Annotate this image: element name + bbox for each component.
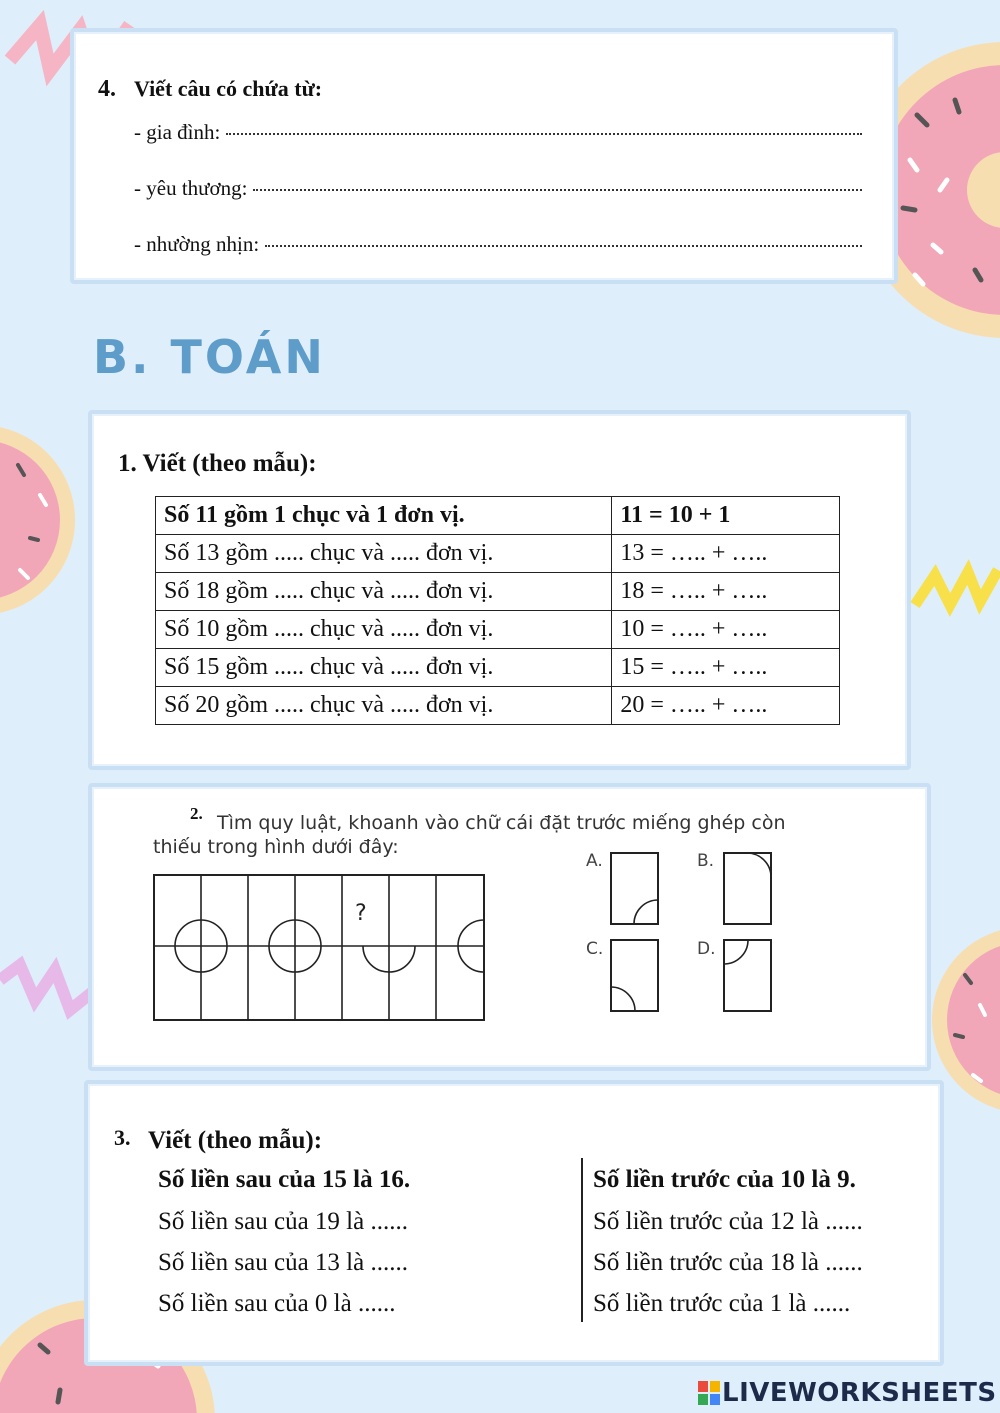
q3-right-item[interactable]: Số liền trước của 1 là ...... <box>593 1290 851 1317</box>
q1-cell-description[interactable]: Số 13 gồm ..... chục và ..... đơn vị. <box>156 535 612 573</box>
section4-line-label: - gia đình: <box>134 120 221 144</box>
q3-number: 3. <box>114 1125 131 1150</box>
q1-cell-equation[interactable]: 18 = ….. + ….. <box>612 573 840 611</box>
donut-left-middle <box>0 420 80 620</box>
section4-number: 4. <box>98 76 116 102</box>
q3-right-item[interactable]: Số liền trước của 12 là ...... <box>593 1208 863 1235</box>
q3-left-item[interactable]: Số liền sau của 0 là ...... <box>158 1290 396 1317</box>
section-b-title: B. TOÁN <box>93 330 326 384</box>
q1-cell-description[interactable]: Số 10 gồm ..... chục và ..... đơn vị. <box>156 611 612 649</box>
q1-cell-equation[interactable]: 15 = ….. + ….. <box>612 649 840 687</box>
q3-left-item[interactable]: Số liền sau của 13 là ...... <box>158 1249 408 1276</box>
q3-right-example: Số liền trước của 10 là 9. <box>593 1166 856 1193</box>
q2-option-d-piece[interactable] <box>721 937 776 1015</box>
q1-table-row <box>156 611 840 649</box>
q1-cell-equation[interactable]: 13 = ….. + ….. <box>612 535 840 573</box>
q3-left-example: Số liền sau của 15 là 16. <box>158 1166 411 1193</box>
q2-option-b-piece[interactable] <box>721 850 776 928</box>
section4-line-label: - yêu thương: <box>134 176 248 200</box>
q2-number: 2. <box>190 804 203 823</box>
q1-cell-description[interactable]: Số 18 gồm ..... chục và ..... đơn vị. <box>156 573 612 611</box>
q1-cell-description[interactable]: Số 20 gồm ..... chục và ..... đơn vị. <box>156 687 612 725</box>
q2-option-b-label[interactable]: B. <box>697 851 715 871</box>
answer-dotted-line[interactable] <box>253 189 862 191</box>
q3-title: Viết (theo mẫu): <box>148 1127 323 1154</box>
q1-table-row <box>156 497 840 535</box>
q1-cell-equation: 11 = 10 + 1 <box>612 497 840 535</box>
q2-puzzle-grid <box>150 870 490 1025</box>
q3-left-item[interactable]: Số liền sau của 19 là ...... <box>158 1208 408 1235</box>
q1-table-row <box>156 573 840 611</box>
liveworksheets-logo[interactable]: LIVEWORKSHEETS <box>722 1378 997 1408</box>
q2-option-c-piece[interactable] <box>608 937 663 1015</box>
q2-instruction-line2: thiếu trong hình dưới đây: <box>153 836 399 858</box>
q2-option-d-label[interactable]: D. <box>697 939 716 959</box>
q3-divider <box>581 1158 583 1322</box>
q2-question-mark: ? <box>355 901 367 926</box>
q1-table-row <box>156 535 840 573</box>
answer-dotted-line[interactable] <box>265 245 862 247</box>
q3-right-item[interactable]: Số liền trước của 18 là ...... <box>593 1249 863 1276</box>
zigzag-lilac-left <box>0 955 100 1035</box>
section4-line-nhuong-nhin[interactable] <box>134 232 862 257</box>
section4-line-label: - nhường nhịn: <box>134 232 260 256</box>
q2-option-a-piece[interactable] <box>608 850 663 928</box>
zigzag-yellow-right <box>910 550 1000 620</box>
q1-cell-description: Số 11 gồm 1 chục và 1 đơn vị. <box>156 497 612 535</box>
section4-line-gia-dinh[interactable] <box>134 120 862 145</box>
q1-cell-equation[interactable]: 10 = ….. + ….. <box>612 611 840 649</box>
section4-line-yeu-thuong[interactable] <box>134 176 862 201</box>
q2-option-a-label[interactable]: A. <box>586 851 603 871</box>
q1-table <box>155 496 840 725</box>
q2-instruction-line1: Tìm quy luật, khoanh vào chữ cái đặt trước miếng ghép còn <box>217 812 786 834</box>
q2-option-c-label[interactable]: C. <box>586 939 604 959</box>
answer-dotted-line[interactable] <box>226 133 862 135</box>
q1-cell-description[interactable]: Số 15 gồm ..... chục và ..... đơn vị. <box>156 649 612 687</box>
section4-title: Viết câu có chứa từ: <box>134 76 323 101</box>
q1-table-row <box>156 687 840 725</box>
q1-table-row <box>156 649 840 687</box>
liveworksheets-logo-icon <box>698 1381 720 1405</box>
q1-cell-equation[interactable]: 20 = ….. + ….. <box>612 687 840 725</box>
q1-title: 1. Viết (theo mẫu): <box>118 450 317 477</box>
